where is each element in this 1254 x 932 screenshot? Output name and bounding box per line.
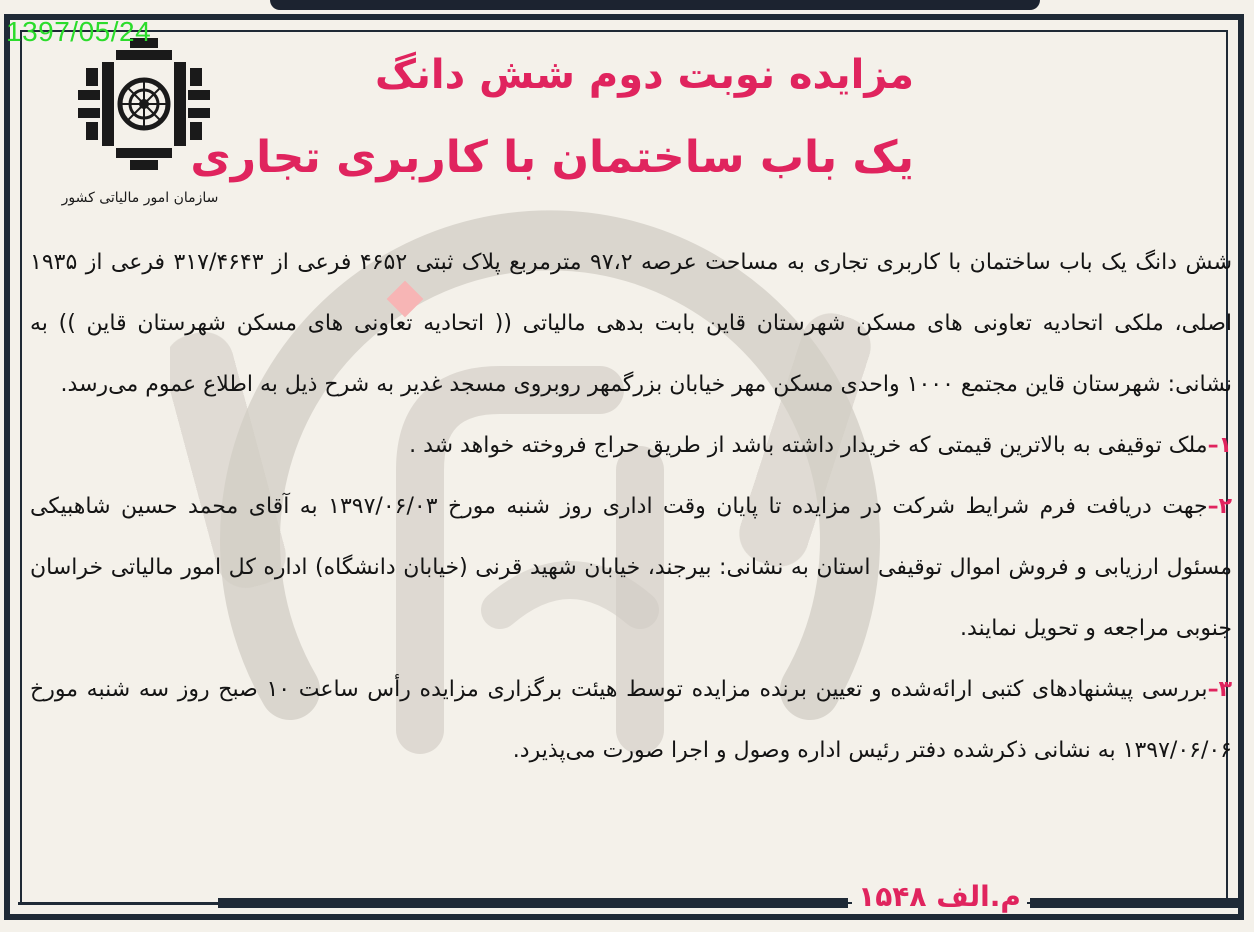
clause-number: ۲– [1207, 494, 1232, 519]
footer-rule [1030, 898, 1240, 908]
ad-body [30, 232, 1232, 781]
ad-title-line-2: یک باب ساختمان با کاربری تجاری [190, 132, 914, 183]
top-header-bar [270, 0, 1040, 10]
footer-rule [18, 902, 218, 905]
date-stamp: 1397/05/24 [6, 16, 152, 47]
clause-1 [30, 415, 1232, 476]
clause-text: جهت دریافت فرم شرایط شرکت در مزایده تا پایان وقت اداری روز شنبه مورخ ۱۳۹۷/۰۶/۰۳ به آقای محمد حسین شاهبیکی مسئول ارزیابی و فروش اموال توقیفی استان به نشانی: بیرجند، خیابان شهید قرنی (خیابان دانشگاه) اداره کل امور مالیاتی خراسان جنوبی مراجعه و تحویل نمایند. [30, 494, 1232, 641]
logo-caption: سازمان امور مالیاتی کشور [61, 190, 219, 206]
ad-reference-code: م.الف ۱۵۴۸ [852, 880, 1027, 913]
ad-title-line-1: مزایده نوبت دوم شش دانگ [374, 52, 914, 98]
clause-number: ۱– [1207, 433, 1232, 458]
clause-number: ۳– [1207, 677, 1232, 702]
clause-text: ملک توقیفی به بالاترین قیمتی که خریدار داشته باشد از طریق حراج فروخته خواهد شد . [409, 433, 1208, 458]
footer-rule [218, 898, 848, 908]
intro-paragraph: شش دانگ یک باب ساختمان با کاربری تجاری به مساحت عرصه ۹۷،۲ مترمربع پلاک ثبتی ۴۶۵۲ فرعی از ۳۱۷/۴۶۴۳ فرعی از ۱۹۳۵ اصلی، ملکی اتحادیه تعاونی های مسکن شهرستان قاین بابت بدهی مالیاتی (( اتحادیه تعاونی های مسکن شهرستان قاین )) به نشانی: شهرستان قاین مجتمع ۱۰۰۰ واحدی مسکن مهر خیابان بزرگمهر روبروی مسجد غدیر به شرح ذیل به اطلاع عموم می‌رسد. [30, 250, 1233, 397]
clause-3 [30, 659, 1232, 781]
clause-2 [30, 476, 1232, 659]
clause-text: بررسی پیشنهادهای کتبی ارائه‌شده و تعیین برنده مزایده توسط هیئت برگزاری مزایده رأس ساعت ۱۰ صبح روز سه شنبه مورخ ۱۳۹۷/۰۶/۰۶ به نشانی ذکرشده دفتر رئیس اداره وصول و اجرا صورت می‌پذیرد. [30, 677, 1232, 763]
